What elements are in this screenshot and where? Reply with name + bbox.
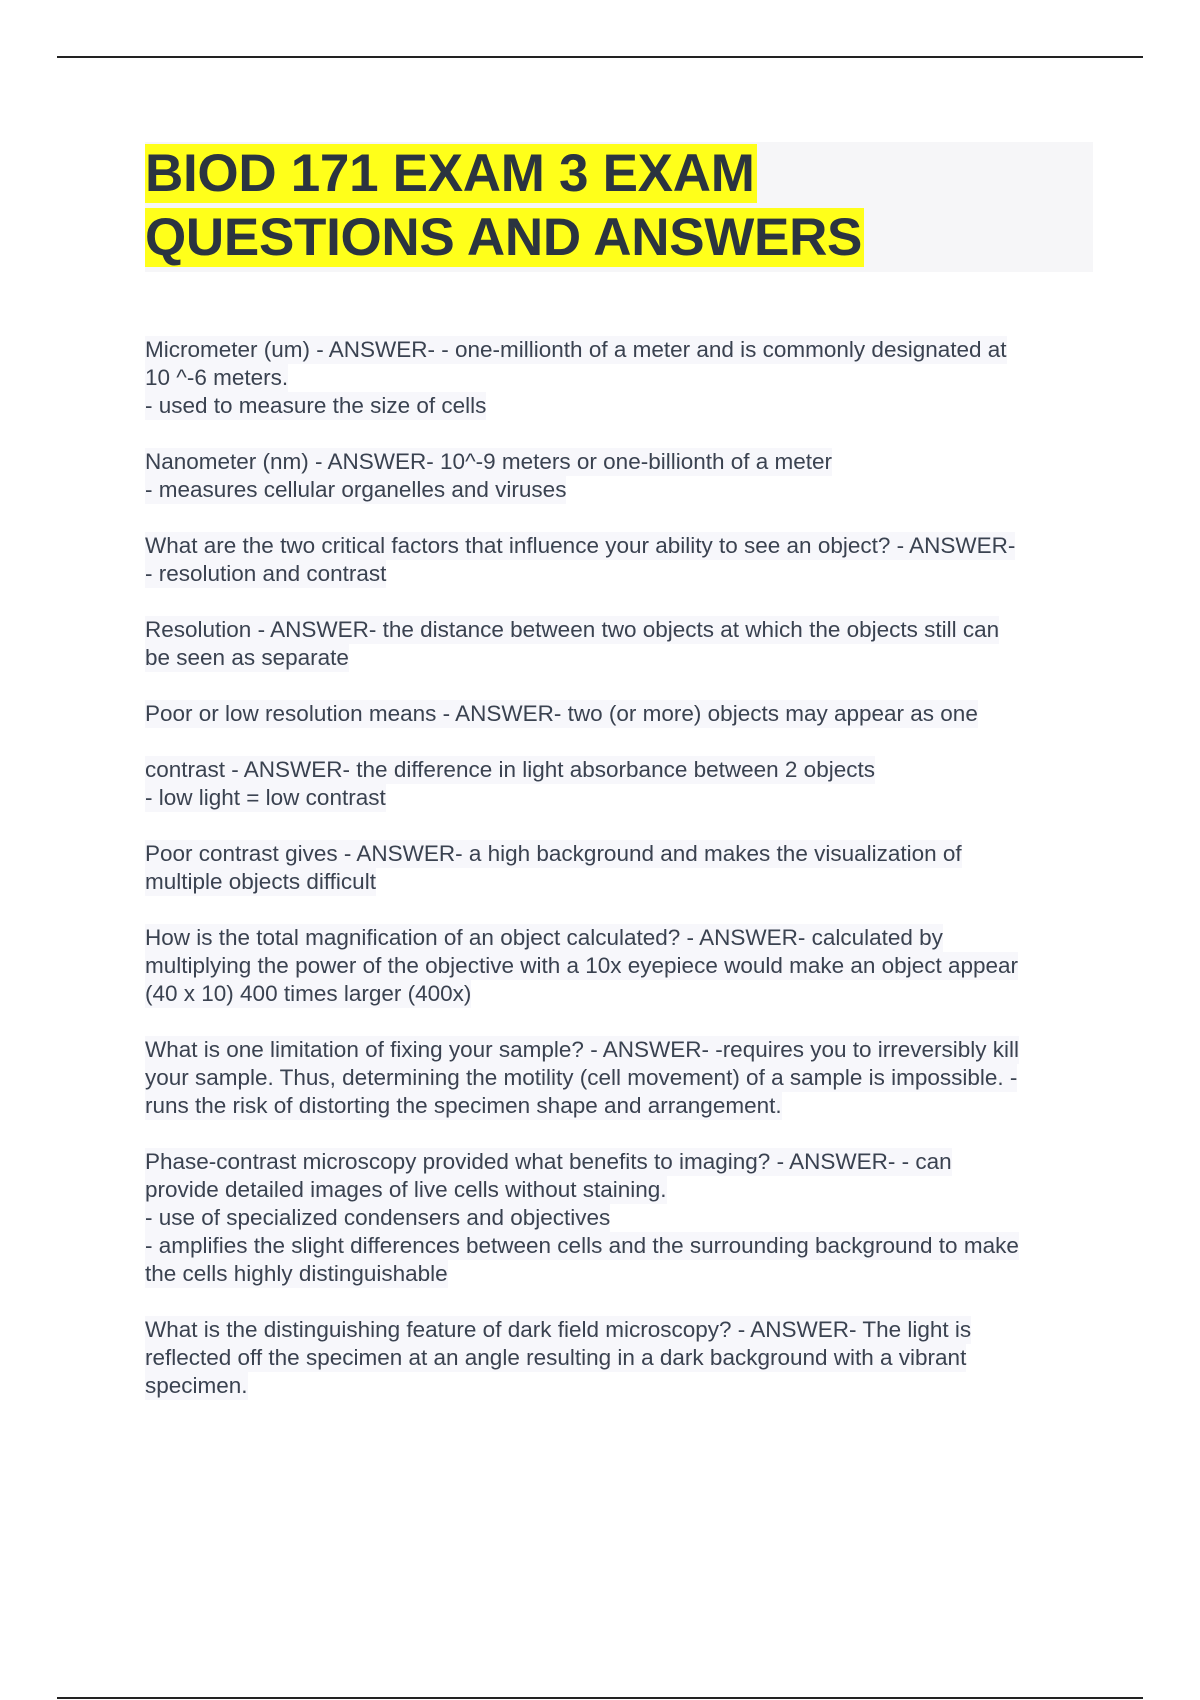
title-line-1: BIOD 171 EXAM 3 EXAM bbox=[145, 144, 755, 203]
qa-line: Micrometer (um) - ANSWER- - one-millionth of a meter and is commonly designated at bbox=[145, 337, 1007, 362]
qa-line: multiplying the power of the objective with a 10x eyepiece would make an object appear bbox=[145, 953, 1019, 978]
document-title bbox=[145, 142, 1093, 270]
qa-line: be seen as separate bbox=[145, 645, 349, 670]
qa-entry bbox=[145, 924, 1093, 1008]
qa-line: - low light = low contrast bbox=[145, 785, 386, 810]
qa-entry bbox=[145, 1316, 1093, 1400]
qa-entry bbox=[145, 840, 1093, 896]
qa-line: What is the distinguishing feature of dark field microscopy? - ANSWER- The light is bbox=[145, 1317, 972, 1342]
qa-entry bbox=[145, 448, 1093, 504]
qa-line: your sample. Thus, determining the motility (cell movement) of a sample is impossible. - bbox=[145, 1065, 1018, 1090]
title-line-2: QUESTIONS AND ANSWERS bbox=[145, 208, 863, 267]
qa-line: (40 x 10) 400 times larger (400x) bbox=[145, 981, 472, 1006]
qa-line: How is the total magnification of an object calculated? - ANSWER- calculated by bbox=[145, 925, 943, 950]
qa-line: - use of specialized condensers and objectives bbox=[145, 1205, 611, 1230]
qa-line: What is one limitation of fixing your sample? - ANSWER- -requires you to irreversibly kill bbox=[145, 1037, 1020, 1062]
qa-entry bbox=[145, 756, 1093, 812]
qa-list bbox=[145, 336, 1093, 1400]
qa-line: - measures cellular organelles and viruses bbox=[145, 477, 567, 502]
qa-line: Poor contrast gives - ANSWER- a high background and makes the visualization of bbox=[145, 841, 962, 866]
qa-line: provide detailed images of live cells without staining. bbox=[145, 1177, 667, 1202]
qa-entry bbox=[145, 1036, 1093, 1120]
qa-entry bbox=[145, 532, 1093, 588]
qa-line: - amplifies the slight differences between cells and the surrounding background to make bbox=[145, 1233, 1019, 1258]
document-body bbox=[145, 142, 1093, 1428]
qa-line: reflected off the specimen at an angle resulting in a dark background with a vibrant bbox=[145, 1345, 967, 1370]
qa-line: Resolution - ANSWER- the distance between two objects at which the objects still can bbox=[145, 617, 1000, 642]
qa-entry bbox=[145, 616, 1093, 672]
qa-line: Poor or low resolution means - ANSWER- two (or more) objects may appear as one bbox=[145, 701, 978, 726]
qa-line: - resolution and contrast bbox=[145, 561, 387, 586]
qa-line: the cells highly distinguishable bbox=[145, 1261, 448, 1286]
title-block bbox=[145, 142, 1093, 272]
qa-line: specimen. bbox=[145, 1373, 248, 1398]
qa-line: 10 ^-6 meters. bbox=[145, 365, 289, 390]
qa-line: Nanometer (nm) - ANSWER- 10^-9 meters or one-billionth of a meter bbox=[145, 449, 833, 474]
qa-line: What are the two critical factors that influence your ability to see an object? - ANSWER- bbox=[145, 533, 1016, 558]
bottom-divider bbox=[57, 1697, 1143, 1699]
qa-entry bbox=[145, 1148, 1093, 1288]
qa-line: contrast - ANSWER- the difference in light absorbance between 2 objects bbox=[145, 757, 875, 782]
qa-line: - used to measure the size of cells bbox=[145, 393, 487, 418]
qa-entry bbox=[145, 336, 1093, 420]
qa-line: multiple objects difficult bbox=[145, 869, 376, 894]
qa-entry bbox=[145, 700, 1093, 728]
qa-line: Phase-contrast microscopy provided what benefits to imaging? - ANSWER- - can bbox=[145, 1149, 952, 1174]
qa-line: runs the risk of distorting the specimen shape and arrangement. bbox=[145, 1093, 782, 1118]
top-divider bbox=[57, 56, 1143, 58]
